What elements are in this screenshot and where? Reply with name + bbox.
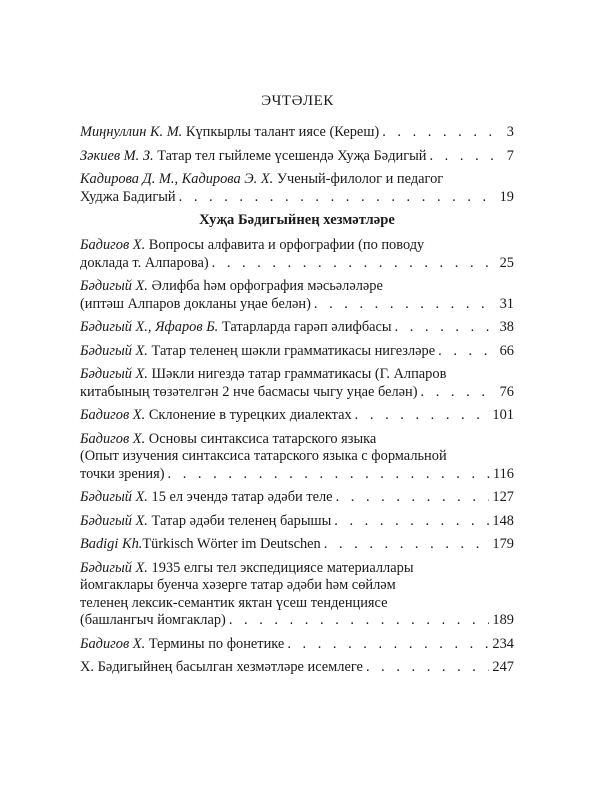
entry-title: китабының төзәтелгән 2 нче басмасы чыгу уңае белән) — [80, 383, 418, 400]
entry-title: Худжа Бадигый — [80, 188, 176, 205]
entry-page: 7 — [506, 147, 514, 164]
section-title: Хуҗа Бәдигыйнең хезмәтләре — [199, 212, 395, 228]
entry-lead: 1935 елгы тел экспедициясе материаллары йомгаклары буенча хәзерге татар әдәби һәм сөйләм теленең лексик-семантик яктан үсеш тенденциясе — [80, 559, 414, 611]
leader-dots — [324, 536, 490, 554]
entry-page: 76 — [499, 383, 514, 400]
toc-entry — [80, 560, 514, 630]
toc-entry — [80, 124, 514, 142]
entry-title: (башлангыч йомгаклар) — [80, 612, 226, 628]
entry-title: Татар әдәби теленең барышы — [151, 512, 332, 529]
entry-author: Миңнуллин К. М. — [80, 124, 183, 140]
entry-lead-block — [80, 560, 514, 613]
entry-author: Бәдигый Х. — [80, 366, 148, 382]
entry-page: 179 — [492, 536, 514, 552]
toc-entry — [80, 659, 514, 677]
entry-author: Бәдигый Х. — [80, 342, 148, 359]
toc-entry — [80, 278, 514, 313]
entry-title: Татарларда гарәп әлифбасы — [221, 319, 392, 335]
entry-page: 31 — [499, 295, 514, 312]
entry-lead: Основы синтаксиса татарского языка (Опыт изучения синтаксиса татарского языка с формальной — [80, 430, 447, 464]
leader-dots — [287, 636, 489, 654]
leader-dots — [168, 466, 490, 484]
entry-page: 148 — [492, 512, 514, 529]
toc-entry — [80, 366, 514, 401]
leader-dots — [314, 296, 497, 314]
entry-page: 3 — [506, 124, 514, 140]
entry-author: Бадигов Х. — [80, 430, 146, 447]
entry-author: Бәдигый Х., Яфаров Б. — [80, 319, 219, 335]
entry-page: 127 — [492, 489, 514, 505]
entry-title: точки зрения) — [80, 465, 165, 482]
leader-dots — [395, 319, 497, 337]
entry-lead: Шәкли нигездә татар грамматикасы (Г. Алпаров — [147, 366, 447, 382]
entry-author: Бәдигый Х. — [80, 489, 148, 505]
leader-dots — [438, 343, 496, 361]
entry-lead: Ученый-филолог и педагог — [273, 171, 444, 187]
leader-dots — [355, 407, 490, 425]
entry-lead: Әлифба һәм орфография мәсьәләләре — [147, 278, 383, 294]
leader-dots — [366, 659, 489, 677]
toc-entry — [80, 319, 514, 337]
leader-dots — [334, 513, 489, 531]
toc-entry — [80, 431, 514, 484]
leader-dots — [421, 384, 497, 402]
entry-author: Бадигов Х. — [80, 237, 146, 253]
entry-author: Badigi Kh. — [80, 536, 143, 552]
entry-page: 66 — [499, 342, 514, 359]
entry-title: Татар тел гыйлеме үсешендә Хуҗа Бәдигый — [157, 147, 427, 164]
entry-title: Türkisch Wörter im Deutschen — [142, 536, 321, 552]
entry-lead-block — [80, 431, 514, 466]
entry-title: Күпкырлы талант иясе (Кереш) — [185, 124, 380, 140]
toc-entry — [80, 343, 514, 361]
entry-title: доклада т. Алпарова) — [80, 254, 209, 271]
leader-dots — [429, 148, 503, 166]
entry-author: Бәдигый Х. — [80, 559, 148, 576]
toc-entry — [80, 636, 514, 654]
entry-page: 101 — [492, 407, 514, 423]
entry-title: Х. Бәдигыйнең басылган хезмәтләре исемлеге — [80, 659, 363, 675]
entry-page: 38 — [499, 319, 514, 335]
toc-list — [80, 124, 514, 683]
leader-dots — [336, 489, 490, 507]
entry-author: Бадигов Х. — [80, 635, 146, 652]
entry-author: Бәдигый Х. — [80, 278, 148, 294]
entry-author: Бәдигый Х. — [80, 512, 148, 529]
entry-title: 15 ел эчендә татар әдәби теле — [151, 489, 333, 505]
toc-entry — [80, 171, 514, 206]
toc-entry — [80, 489, 514, 507]
entry-title: Склонение в турецких диалектах — [148, 407, 352, 423]
entry-title: Татар теленең шәкли грамматикасы нигезләре — [151, 342, 436, 359]
entry-page: 19 — [499, 188, 514, 205]
entry-title: (иптәш Алпаров докланы уңае белән) — [80, 295, 311, 312]
entry-author: Зәкиев М. З. — [80, 147, 154, 164]
entry-page: 25 — [499, 254, 514, 271]
entry-author: Кадирова Д. М., Кадирова Э. Х. — [80, 171, 274, 187]
leader-dots — [179, 189, 497, 207]
leader-dots — [229, 612, 490, 630]
toc-entry — [80, 148, 514, 166]
entry-author: Бадигов Х. — [80, 407, 146, 423]
toc-entry — [80, 536, 514, 554]
entry-page: 247 — [492, 659, 514, 675]
toc-entry — [80, 407, 514, 425]
entry-title: Термины по фонетике — [148, 635, 285, 652]
entry-page: 234 — [492, 635, 514, 652]
toc-entry — [80, 513, 514, 531]
leader-dots — [382, 124, 504, 142]
toc-entry — [80, 237, 514, 272]
entry-page: 189 — [492, 612, 514, 628]
toc-heading: ЭЧТӘЛЕК — [261, 93, 334, 109]
entry-lead: Вопросы алфавита и орфографии (по поводу — [145, 237, 425, 253]
entry-page: 116 — [492, 465, 514, 482]
leader-dots — [212, 255, 497, 273]
